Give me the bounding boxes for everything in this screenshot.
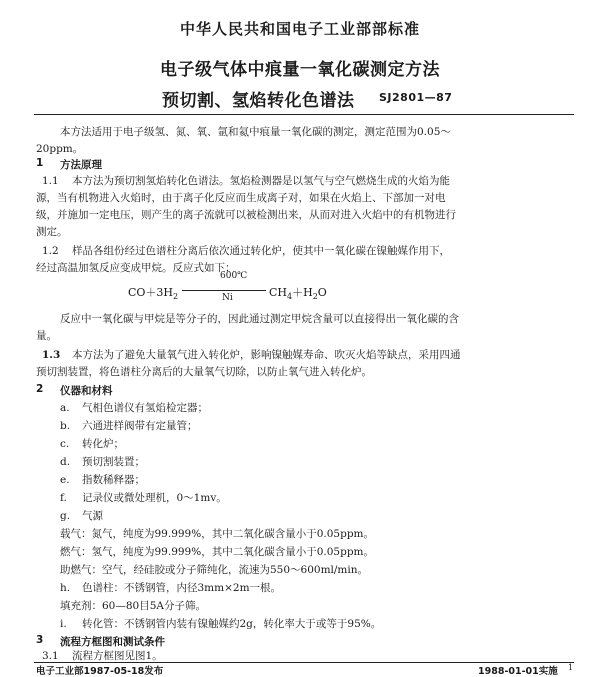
- para-1-2-line2: 经过高温加氢反应变成甲烷。反应式如下：: [36, 262, 236, 274]
- after-equation-line2: 量。: [36, 330, 57, 342]
- para-1-1-line3: 级，并施加一定电压，则产生的离子流就可以被检测出来，从而对进入火焰中的有机物进行: [36, 209, 456, 221]
- item-i-mark: i.: [60, 618, 67, 630]
- issued-date: 电子工业部1987-05-18发布: [36, 666, 164, 677]
- section-2-number: 2: [36, 383, 44, 395]
- item-a-text: 气相色谱仪有氢焰检定器；: [82, 402, 208, 414]
- item-a-mark: a.: [60, 402, 70, 414]
- page-number: 1: [568, 663, 574, 672]
- item-d-text: 预切割装置；: [82, 456, 145, 468]
- item-d-mark: d.: [60, 456, 71, 468]
- packing-material: 填充剂：60—80目5A分子筛。: [60, 600, 206, 612]
- para-3-1-text: 流程方框图见图1。: [72, 650, 163, 662]
- section-3-heading: 流程方框图和测试条件: [60, 636, 165, 648]
- section-1-heading: 方法原理: [60, 159, 102, 171]
- para-1-1-line2: 源，当有机物进入火焰时，由于离子化反应而生成离子对，如果在火焰上、下部加一对电: [36, 192, 446, 204]
- item-c-text: 转化炉；: [82, 438, 124, 450]
- intro-line2: 20ppm。: [36, 143, 84, 155]
- para-1-3-line2: 预切割装置，将色谱柱分离后的大量氧气切除，以防止氧气进入转化炉。: [36, 366, 372, 378]
- item-f-text: 记录仪或微处理机，0～1mv。: [82, 492, 227, 504]
- para-1-1-line4: 测定。: [36, 226, 68, 238]
- fuel-gas: 燃气：氢气，纯度为99.999%，其中二氧化碳含量小于0.05ppm。: [60, 546, 374, 558]
- effective-date: 1988-01-01实施: [478, 666, 558, 677]
- item-c-mark: c.: [60, 438, 70, 450]
- item-b-text: 六通进样阀带有定量管；: [82, 420, 198, 432]
- para-1-1-line1: 本方法为预切割氢焰转化色谱法。氢焰检测器是以氢气与空气燃烧生成的火焰为能: [72, 175, 450, 187]
- item-g-text: 气源: [82, 510, 103, 522]
- equation-catalyst: Ni: [222, 293, 233, 303]
- para-1-2-number: 1.2: [42, 245, 59, 257]
- after-equation-line1: 反应中一氧化碳与甲烷是等分子的，因此通过测定甲烷含量可以直接得出一氧化碳的含: [60, 313, 459, 325]
- standard-code: SJ2801—87: [379, 91, 453, 104]
- item-h-mark: h.: [60, 582, 71, 594]
- equation-arrow: [182, 290, 266, 291]
- item-g-mark: g.: [60, 510, 71, 522]
- para-1-3-line1: 本方法为了避免大量氧气进入转化炉，影响镍触媒寿命、吹灭火焰等缺点，采用四通: [72, 349, 461, 361]
- issuer-title: 中华人民共和国电子工业部部标准: [179, 20, 420, 38]
- item-e-mark: e.: [60, 474, 70, 486]
- para-1-1-number: 1.1: [42, 175, 59, 187]
- document-title-line2: 预切割、氢焰转化色谱法: [162, 91, 355, 111]
- header-divider: [34, 114, 574, 115]
- para-1-2-line1: 样品各组份经过色谱柱分离后依次通过转化炉，使其中一氧化碳在镍触媒作用下，: [72, 245, 450, 257]
- document-title-line1: 电子级气体中痕量一氧化碳测定方法: [160, 60, 440, 80]
- para-3-1-number: 3.1: [42, 650, 59, 662]
- carrier-gas: 载气：氮气，纯度为99.999%，其中二氧化碳含量小于0.05ppm。: [60, 528, 374, 540]
- section-1-number: 1: [36, 157, 44, 169]
- equation-products: $CH_4+H_2O$: [269, 286, 327, 302]
- intro-line1: 本方法适用于电子级氢、氮、氧、氩和氦中痕量一氧化碳的测定，测定范围为0.05～: [60, 126, 451, 138]
- para-1-3-number: 1.3: [42, 349, 61, 361]
- section-3-number: 3: [36, 634, 44, 646]
- item-h-text: 色谱柱：不锈钢管，内径3mm×2m一根。: [82, 582, 282, 594]
- item-f-mark: f.: [60, 492, 67, 504]
- equation-reactants: $CO+3H_2$: [128, 286, 179, 302]
- section-2-heading: 仪器和材料: [60, 385, 113, 397]
- auxiliary-gas: 助燃气：空气，经硅胶或分子筛纯化，流速为550～600ml/min。: [60, 564, 369, 576]
- equation-temperature: 600℃: [220, 271, 248, 281]
- item-e-text: 指数稀释器；: [82, 474, 145, 486]
- item-i-text: 转化管：不锈钢管内装有镍触媒约2g，转化率大于或等于95%。: [82, 618, 382, 630]
- item-b-mark: b.: [60, 420, 71, 432]
